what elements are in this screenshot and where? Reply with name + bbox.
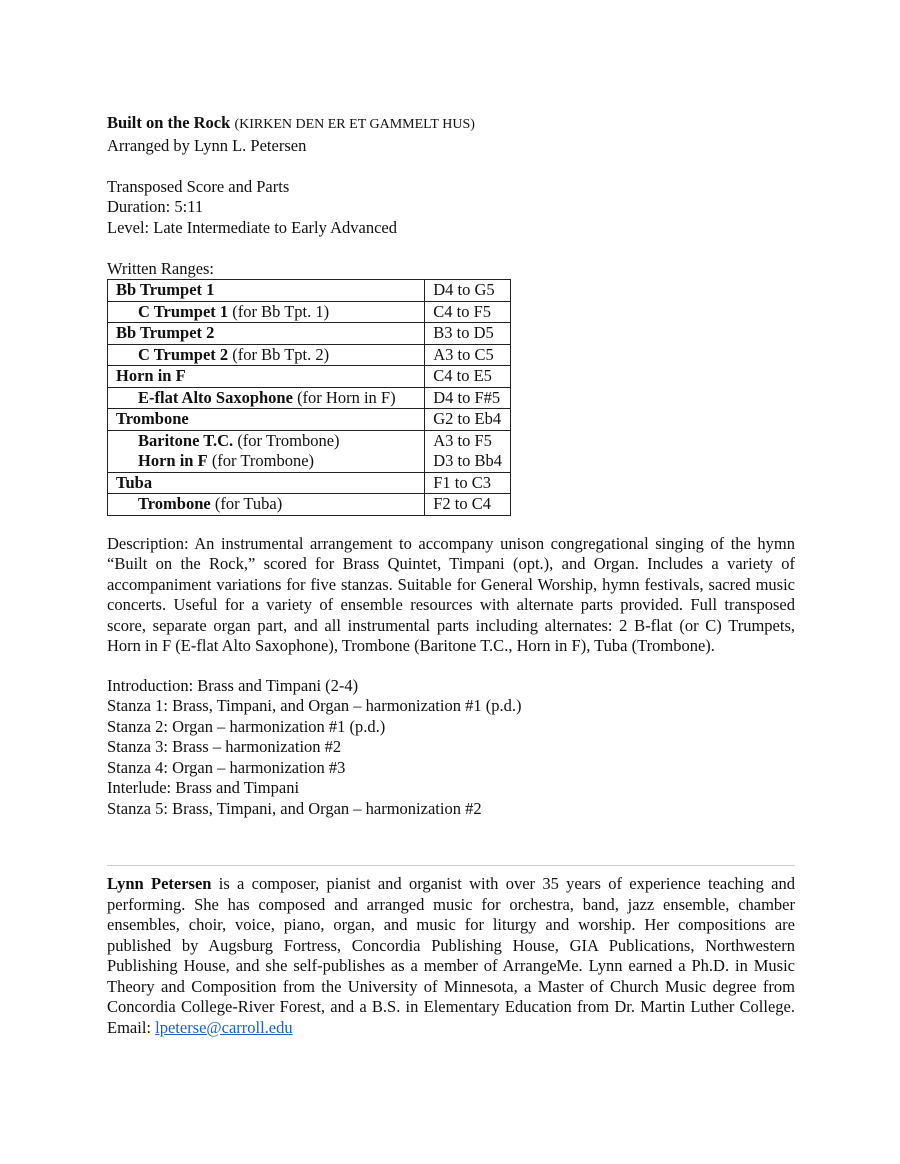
duration: Duration: 5:11 <box>107 197 204 216</box>
range-value: A3 to F5 <box>425 430 511 451</box>
range-value: F2 to C4 <box>425 494 511 516</box>
arranger: Arranged by Lynn L. Petersen <box>107 135 307 155</box>
table-row <box>108 387 511 409</box>
subtitle: (KIRKEN DEN ER ET GAMMELT HUS) <box>234 117 475 132</box>
list-item: Stanza 2: Organ – harmonization #1 (p.d.) <box>107 716 386 736</box>
list-item: Stanza 1: Brass, Timpani, and Organ – harmonization #1 (p.d.) <box>107 696 522 715</box>
document-page <box>107 113 795 1038</box>
email-link[interactable]: lpeterse@carroll.edu <box>155 1017 293 1037</box>
instrument-name: Horn in F <box>138 451 208 470</box>
instrument-name: Bb Trumpet 1 <box>116 280 215 299</box>
description: Description: An instrumental arrangement to accompany unison congregational singing of the hymn “Built on the Rock,” scored for Brass Quintet, Timpani (opt.), and Organ. Includes a variety of accompaniment variations for five stanzas. Suitable for General Worship, hymn festivals, sacred music concerts. Useful for a variety of ensemble resources with alternate parts provided. Full transposed score, separate organ part, and all instrumental parts including alternates: 2 B-flat (or C) Trumpets, Horn in F (E-flat Alto Saxophone), Trombone (Baritone T.C., Horn in F), Tuba (Trombone). <box>107 533 795 655</box>
range-value: F1 to C3 <box>425 472 511 494</box>
instrument-name: Tuba <box>116 472 153 492</box>
ranges-table <box>107 279 511 516</box>
instrument-note: (for Horn in F) <box>292 387 396 407</box>
range-value: B3 to D5 <box>425 323 511 345</box>
instrument-name: C Trumpet 1 <box>138 301 229 321</box>
range-value: D4 to F#5 <box>425 387 511 409</box>
list-item: Stanza 3: Brass – harmonization #2 <box>107 737 342 756</box>
range-value: G2 to Eb4 <box>425 409 511 431</box>
instrument-note: (for Bb Tpt. 2) <box>228 344 330 364</box>
instrument-name: Horn in F <box>116 366 186 385</box>
table-row <box>108 323 511 345</box>
stanza-list <box>107 676 795 820</box>
table-row <box>108 366 511 388</box>
range-value: D3 to Bb4 <box>425 451 511 472</box>
table-row <box>108 430 511 451</box>
divider <box>107 865 795 866</box>
range-value: C4 to F5 <box>425 301 511 323</box>
table-row <box>108 472 511 494</box>
table-row <box>108 344 511 366</box>
instrument-note: (for Trombone) <box>233 430 340 450</box>
range-value: C4 to E5 <box>425 366 511 388</box>
instrument-name: E-flat Alto Saxophone <box>138 387 293 407</box>
instrument-note: (for Tuba) <box>210 494 283 513</box>
title-line <box>107 113 795 136</box>
title: Built on the Rock <box>107 113 231 132</box>
table-row <box>108 494 511 516</box>
range-value: D4 to G5 <box>425 280 511 302</box>
range-value: A3 to C5 <box>425 344 511 366</box>
list-item: Interlude: Brass and Timpani <box>107 778 300 797</box>
list-item: Stanza 5: Brass, Timpani, and Organ – harmonization #2 <box>107 798 482 818</box>
table-row <box>108 451 511 472</box>
list-item: Introduction: Brass and Timpani (2-4) <box>107 675 359 695</box>
table-row <box>108 280 511 302</box>
composer-name: Lynn Petersen <box>107 874 212 893</box>
bio-text: is a composer, pianist and organist with over 35 years of experience teaching and performing. She has composed and arranged music for orchestra, band, jazz ensemble, chamber ensembles, choir, voice, piano, organ, and music for liturgy and worship. Her compositions are published by Augsburg Fortress, Concordia Publishing House, GIA Publications, Northwestern Publishing House, and she self-publishes as a member of ArrangeMe. Lynn earned a Ph.D. in Music Theory and Composition from the University of Minnesota, a Master of Church Music degree from Concordia College-River Forest, and a B.S. in Elementary Education from Dr. Martin Luther College. Email: <box>107 874 795 1037</box>
instrument-name: C Trumpet 2 <box>138 344 229 364</box>
instrument-name: Trombone <box>138 494 211 513</box>
instrument-name: Trombone <box>116 409 189 428</box>
instrument-name: Baritone T.C. <box>138 430 234 450</box>
instrument-note: (for Bb Tpt. 1) <box>228 301 330 321</box>
table-row <box>108 409 511 431</box>
list-item: Stanza 4: Organ – harmonization #3 <box>107 757 346 777</box>
instrument-note: (for Trombone) <box>207 451 315 470</box>
ranges-heading: Written Ranges: <box>107 258 215 278</box>
table-row <box>108 301 511 323</box>
score-type: Transposed Score and Parts <box>107 176 290 196</box>
level: Level: Late Intermediate to Early Advanced <box>107 217 397 237</box>
instrument-name: Bb Trumpet 2 <box>116 323 215 342</box>
composer-bio <box>107 874 795 1038</box>
